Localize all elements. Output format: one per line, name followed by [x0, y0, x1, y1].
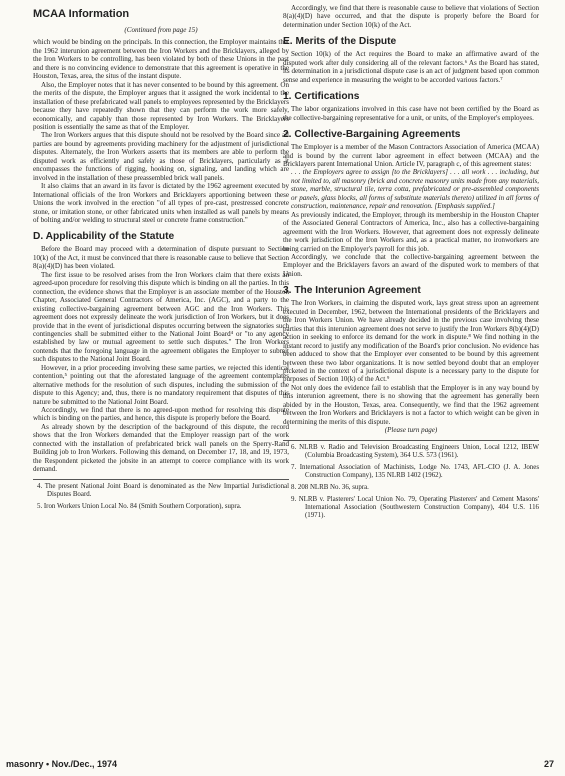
- section-heading-interunion: 3. The Interunion Agreement: [283, 285, 421, 297]
- paragraph: The first issue to be resolved arises from the Iron Workers claim that there exists an agreed-upon procedure for resolving this dispute which is binding on all the parties. In this connection, the evidence shows that the Employer is an associate member of the Houston Chapter, Associated General Contractors of America, Inc. (AGC), and a party to the existing collective-bargaining agreement between AGC and the Iron Workers. This agreement does not expressly delineate the work jurisdiction of Iron Workers, but it does provide that in the event of jurisdictional disputes occurring between the signatories such contingencies shall be submitted either to the National Joint Board⁴ or "to any agency established by law or mutual agreement to settle such disputes." The Iron Workers contends that the foregoing language in the agreement obligates the Employer to submit such disputes to the National Joint Board.: [33, 270, 289, 364]
- footer-publication: masonry • Nov./Dec., 1974: [6, 759, 118, 769]
- paragraph: Section 10(k) of the Act requires the Board to make an affirmative award of the disputed work after duly considering all of the relevant factors.⁶ As the Board has stated, its determination in a jurisdictional dispute case is an act of judgment based upon common sense and experience in measuring the weight to be accorded various factors.⁷: [283, 50, 539, 84]
- paragraph: However, in a prior proceeding involving these same parties, we rejected this identical contention,⁵ pointing out that the aforestated language of the agreement contemplates alternative methods for the resolution of such disputes, including the submission of the dispute to this Agency; and, thus, there is no mandatory requirement that disputes of this nature be submitted to the National Joint Board.: [33, 363, 289, 406]
- paragraph: The Iron Workers, in claiming the disputed work, lays great stress upon an agreement executed in December, 1962, between the International presidents of the Bricklayers and the Iron Workers Union. We have already decided in the previous case involving these parties that this interunion agreement does not serve to justify the Iron Workers 8(b)(4)(D) action in seeking to enforce its demand for the work in dispute.⁸ We find nothing in the instant record to justify any modification of the Board's prior conclusion. No evidence has been adduced to show that the Employer ever consented to be bound by this agreement between these two labor organizations. It is now settled beyond doubt that an employer picketed in the context of a jurisdictional dispute is a necessary party to the dispute for purposes of Section 10(k) of the Act.⁹: [283, 299, 539, 384]
- paragraph: Not only does the evidence fail to establish that the Employer is in any way bound by this interunion agreement, there is no showing that the agreement has generally been abided by in the Houston, Texas, area. Consequently, we find that the 1962 agreement between the Iron Workers and Bricklayers is not a factor to which weight can be given in determining the merits of this dispute.: [283, 383, 539, 426]
- section-heading-e: E. Merits of the Dispute: [283, 36, 397, 48]
- footnote-4: 4. The present National Joint Board is denominated as the New Impartial Jurisdictional Disputes Board.: [37, 482, 289, 498]
- turn-page-note: (Please turn page): [384, 426, 438, 435]
- right-column: [283, 4, 539, 524]
- paragraph: The Iron Workers argues that this dispute should not be resolved by the Board since all parties are bound by agreements providing machinery for the adjustment of jurisdictional disputes. Alternately, the Iron Workers asserts that its members are able to perform the disputed work as efficiently and safely as those of Bricklayers, particularly as it encompasses the functions of rigging, hooking on, signaling, and landing which are involved in the installation of these preassembled brick wall panels.: [33, 131, 289, 182]
- section-heading-certifications: 1. Certifications: [283, 91, 360, 103]
- page-number: 27: [544, 759, 555, 769]
- footnote-6: 6. NLRB v. Radio and Television Broadcasting Engineers Union, Local 1212, IBEW (Columbia Broadcasting System), 364 U.S. 573 (1961).: [291, 443, 539, 459]
- paragraph: As previously indicated, the Employer, through its membership in the Houston Chapter of the Associated General Contractors of America, Inc., also has a collective-bargaining agreement with the Iron Workers. However, that agreement does not expressly delineate the work jurisdiction of the Iron Workers and, as a practical matter, no ironworkers are being carried on the Employer's payroll for this job.: [283, 210, 539, 253]
- paragraph: Accordingly, we find that there is no agreed-upon method for resolving this dispute which is binding on the parties, and hence, this dispute is properly before the Board.: [33, 406, 289, 423]
- footnote-9: 9. NLRB v. Plasterers' Local Union No. 79, Operating Plasterers' and Cement Masons' International Association (Southwestern Construction Company), 404 U.S. 116 (1971).: [291, 496, 539, 520]
- footnotes-right: [283, 440, 539, 521]
- paragraph: It also claims that an award in its favor is dictated by the 1962 agreement executed by International officials of the Iron Workers and Bricklayers apportioning between these Unions the work involved in the erection "of all types of pre-cast, prestressed concrete stone, or imitation stone, or other fabricated units when installed as wall panels by means of bolting and/or welding to structural steel or concrete frame construction.": [33, 182, 289, 224]
- block-quote: . . . the Employers agree to assign [to the Bricklayers] . . . all work . . . including, but not limited to, all masonry (brick and concrete masonry units made from any materials, stone, marble, structural tile, terra cotta, prefabricated or pre-assembled components or panels, glass blocks, all forms of substitute materials thereto) utilized in all forms of construction, maintenance, repair and renovation. [Emphasis supplied.]: [291, 168, 539, 211]
- paragraph: The labor organizations involved in this case have not been certified by the Board as the collective-bargaining representative for a unit, or units, of the Employer's employees.: [283, 105, 539, 122]
- paragraph: Accordingly, we conclude that the collective-bargaining agreement between the Employer and the Bricklayers favors an award of the disputed work to members of that Union.: [283, 252, 539, 278]
- left-column: [33, 24, 289, 515]
- footnotes-left: [33, 479, 289, 511]
- continued-note: (Continued from page 15): [124, 26, 198, 34]
- section-heading-agreements: 2. Collective-Bargaining Agreements: [283, 129, 461, 141]
- footnote-7: 7. International Association of Machinists, Lodge No. 1743, AFL-CIO (J. A. Jones Construction Company), 135 NLRB 1402 (1962).: [291, 463, 539, 479]
- footnote-8: 8. 208 NLRB No. 36, supra.: [291, 483, 369, 491]
- paragraph: which would be binding on the principals. In this connection, the Employer maintains that the 1962 interunion agreement between the Iron Workers and the Bricklayers, alleged by the Iron Workers to be controlling, has been violated by both of these Unions in the past and there is no convincing evidence to demonstrate that this agreement is operative in the Houston, Texas, area, the situs of the instant dispute.: [33, 38, 289, 81]
- masthead: MCAA Information: [33, 8, 130, 20]
- paragraph: Before the Board may proceed with a determination of dispute pursuant to Section 10(k) of the Act, it must be convinced that there is reasonable cause to believe that Section 8(a)(4)(D) has been violated.: [33, 245, 289, 271]
- paragraph: Also, the Employer notes that it has never consented to be bound by this agreement. On the merits of the dispute, the Employer argues that it assigned the work incidental to the installation of these prefabricated wall panels to employees represented by the Bricklayers because they have repeatedly shown that they can perform the work more safely, economically, and capably than those represented by Iron Workers. The Bricklayers position is essentially the same as that of the Employer.: [33, 80, 289, 131]
- paragraph: Accordingly, we find that there is reasonable cause to believe that violations of Section 8(a)(4)(D) have occurred, and that the dispute is properly before the Board for determination under Section 10(k) of the Act.: [283, 4, 539, 29]
- paragraph: The Employer is a member of the Mason Contractors Association of America (MCAA) and is bound by the current labor agreement in effect between (MCAA) and the Bricklayers parent International Union. Article IV, paragraph c, of this agreement states:: [283, 143, 539, 168]
- footnote-5: 5. Iron Workers Union Local No. 84 (Smith Southern Corporation), supra.: [37, 502, 242, 510]
- section-heading-d: D. Applicability of the Statute: [33, 231, 175, 243]
- paragraph: As already shown by the description of the background of this dispute, the record shows that the Iron Workers demanded that the Employer reassign part of the work connected with the installation of prefabricated brick wall panels on the Sperry-Rand Building job to Iron Workers. Following this demand, on December 17, 18, and 19, 1973, the Respondent picketed the jobsite in an attempt to coerce compliance with its work demand.: [33, 422, 289, 474]
